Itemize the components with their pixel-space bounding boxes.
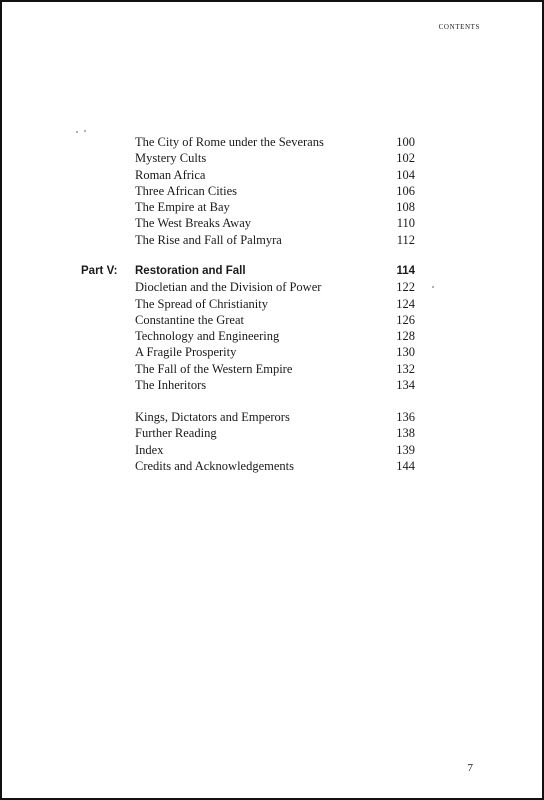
toc-entry-title: Further Reading <box>135 426 217 441</box>
toc-entry[interactable] <box>0 215 544 231</box>
toc-entry[interactable] <box>0 328 544 344</box>
scan-speck <box>84 130 86 132</box>
toc-entry-title: Roman Africa <box>135 167 206 182</box>
toc-entry[interactable] <box>0 167 544 183</box>
part-page: 114 <box>396 265 415 277</box>
toc-entry[interactable] <box>0 296 544 312</box>
page-number: 7 <box>467 762 473 774</box>
toc-entry[interactable] <box>0 199 544 215</box>
toc-entry[interactable] <box>0 183 544 199</box>
toc-entry-page: 122 <box>396 280 415 295</box>
part-label: Part V: <box>81 265 118 277</box>
toc-entry-page: 144 <box>396 458 415 473</box>
toc-entry[interactable] <box>0 458 544 474</box>
toc-entry-title: The Spread of Christianity <box>135 296 268 311</box>
toc-entry[interactable] <box>0 279 544 295</box>
toc-entry-page: 132 <box>396 361 415 376</box>
toc-entry[interactable] <box>0 442 544 458</box>
toc-entry-page: 100 <box>396 135 415 149</box>
toc-entry-page: 130 <box>396 345 415 360</box>
toc-entry-page: 108 <box>396 200 415 215</box>
toc-entry-page: 138 <box>396 426 415 441</box>
toc-entry[interactable] <box>0 425 544 441</box>
toc-entry-title: Credits and Acknowledgements <box>135 458 294 473</box>
toc-entry-page: 134 <box>396 378 415 393</box>
toc-section-back-matter <box>0 409 544 474</box>
toc-entry-page: 136 <box>396 410 415 424</box>
toc-entry-page: 102 <box>396 151 415 166</box>
toc-entry-title: Mystery Cults <box>135 151 207 166</box>
toc-entry[interactable] <box>0 134 544 150</box>
toc-entry-title: The City of Rome under the Severans <box>135 135 324 149</box>
toc-entry-page: 128 <box>396 329 415 344</box>
toc-entry-page: 110 <box>396 216 415 231</box>
toc-entry-title: The Empire at Bay <box>135 200 230 215</box>
toc-entry-title: Technology and Engineering <box>135 329 280 344</box>
toc-entry-title: The West Breaks Away <box>135 216 251 231</box>
toc-section-part-iv-continued <box>0 134 544 248</box>
toc-section-part-v <box>0 263 544 393</box>
toc-entry-title: Diocletian and the Division of Power <box>135 280 322 295</box>
toc-entry-page: 104 <box>396 167 415 182</box>
toc-entry-title: Index <box>135 442 164 457</box>
toc-entry-title: A Fragile Prosperity <box>135 345 237 360</box>
toc-entry[interactable] <box>0 150 544 166</box>
toc-entry-title: The Fall of the Western Empire <box>135 361 293 376</box>
running-head: contents <box>438 21 480 32</box>
toc-entry[interactable] <box>0 232 544 248</box>
toc-entry-title: The Inheritors <box>135 378 207 393</box>
toc-entry[interactable] <box>0 344 544 360</box>
toc-entry[interactable] <box>0 361 544 377</box>
toc-entry-page: 112 <box>396 232 415 247</box>
toc-entry[interactable] <box>0 409 544 425</box>
toc-entry-page: 126 <box>396 312 415 327</box>
toc-part-heading[interactable] <box>0 263 544 279</box>
toc-entry-title: The Rise and Fall of Palmyra <box>135 232 282 247</box>
toc-entry[interactable] <box>0 377 544 393</box>
toc-entry[interactable] <box>0 312 544 328</box>
toc-entry-page: 124 <box>396 296 415 311</box>
toc-entry-title: Three African Cities <box>135 183 238 198</box>
part-title: Restoration and Fall <box>135 265 246 277</box>
toc-entry-title: Constantine the Great <box>135 312 244 327</box>
toc-entry-page: 106 <box>396 183 415 198</box>
toc-entry-page: 139 <box>396 442 415 457</box>
scan-speck <box>76 131 78 133</box>
toc-entry-title: Kings, Dictators and Emperors <box>135 410 290 424</box>
